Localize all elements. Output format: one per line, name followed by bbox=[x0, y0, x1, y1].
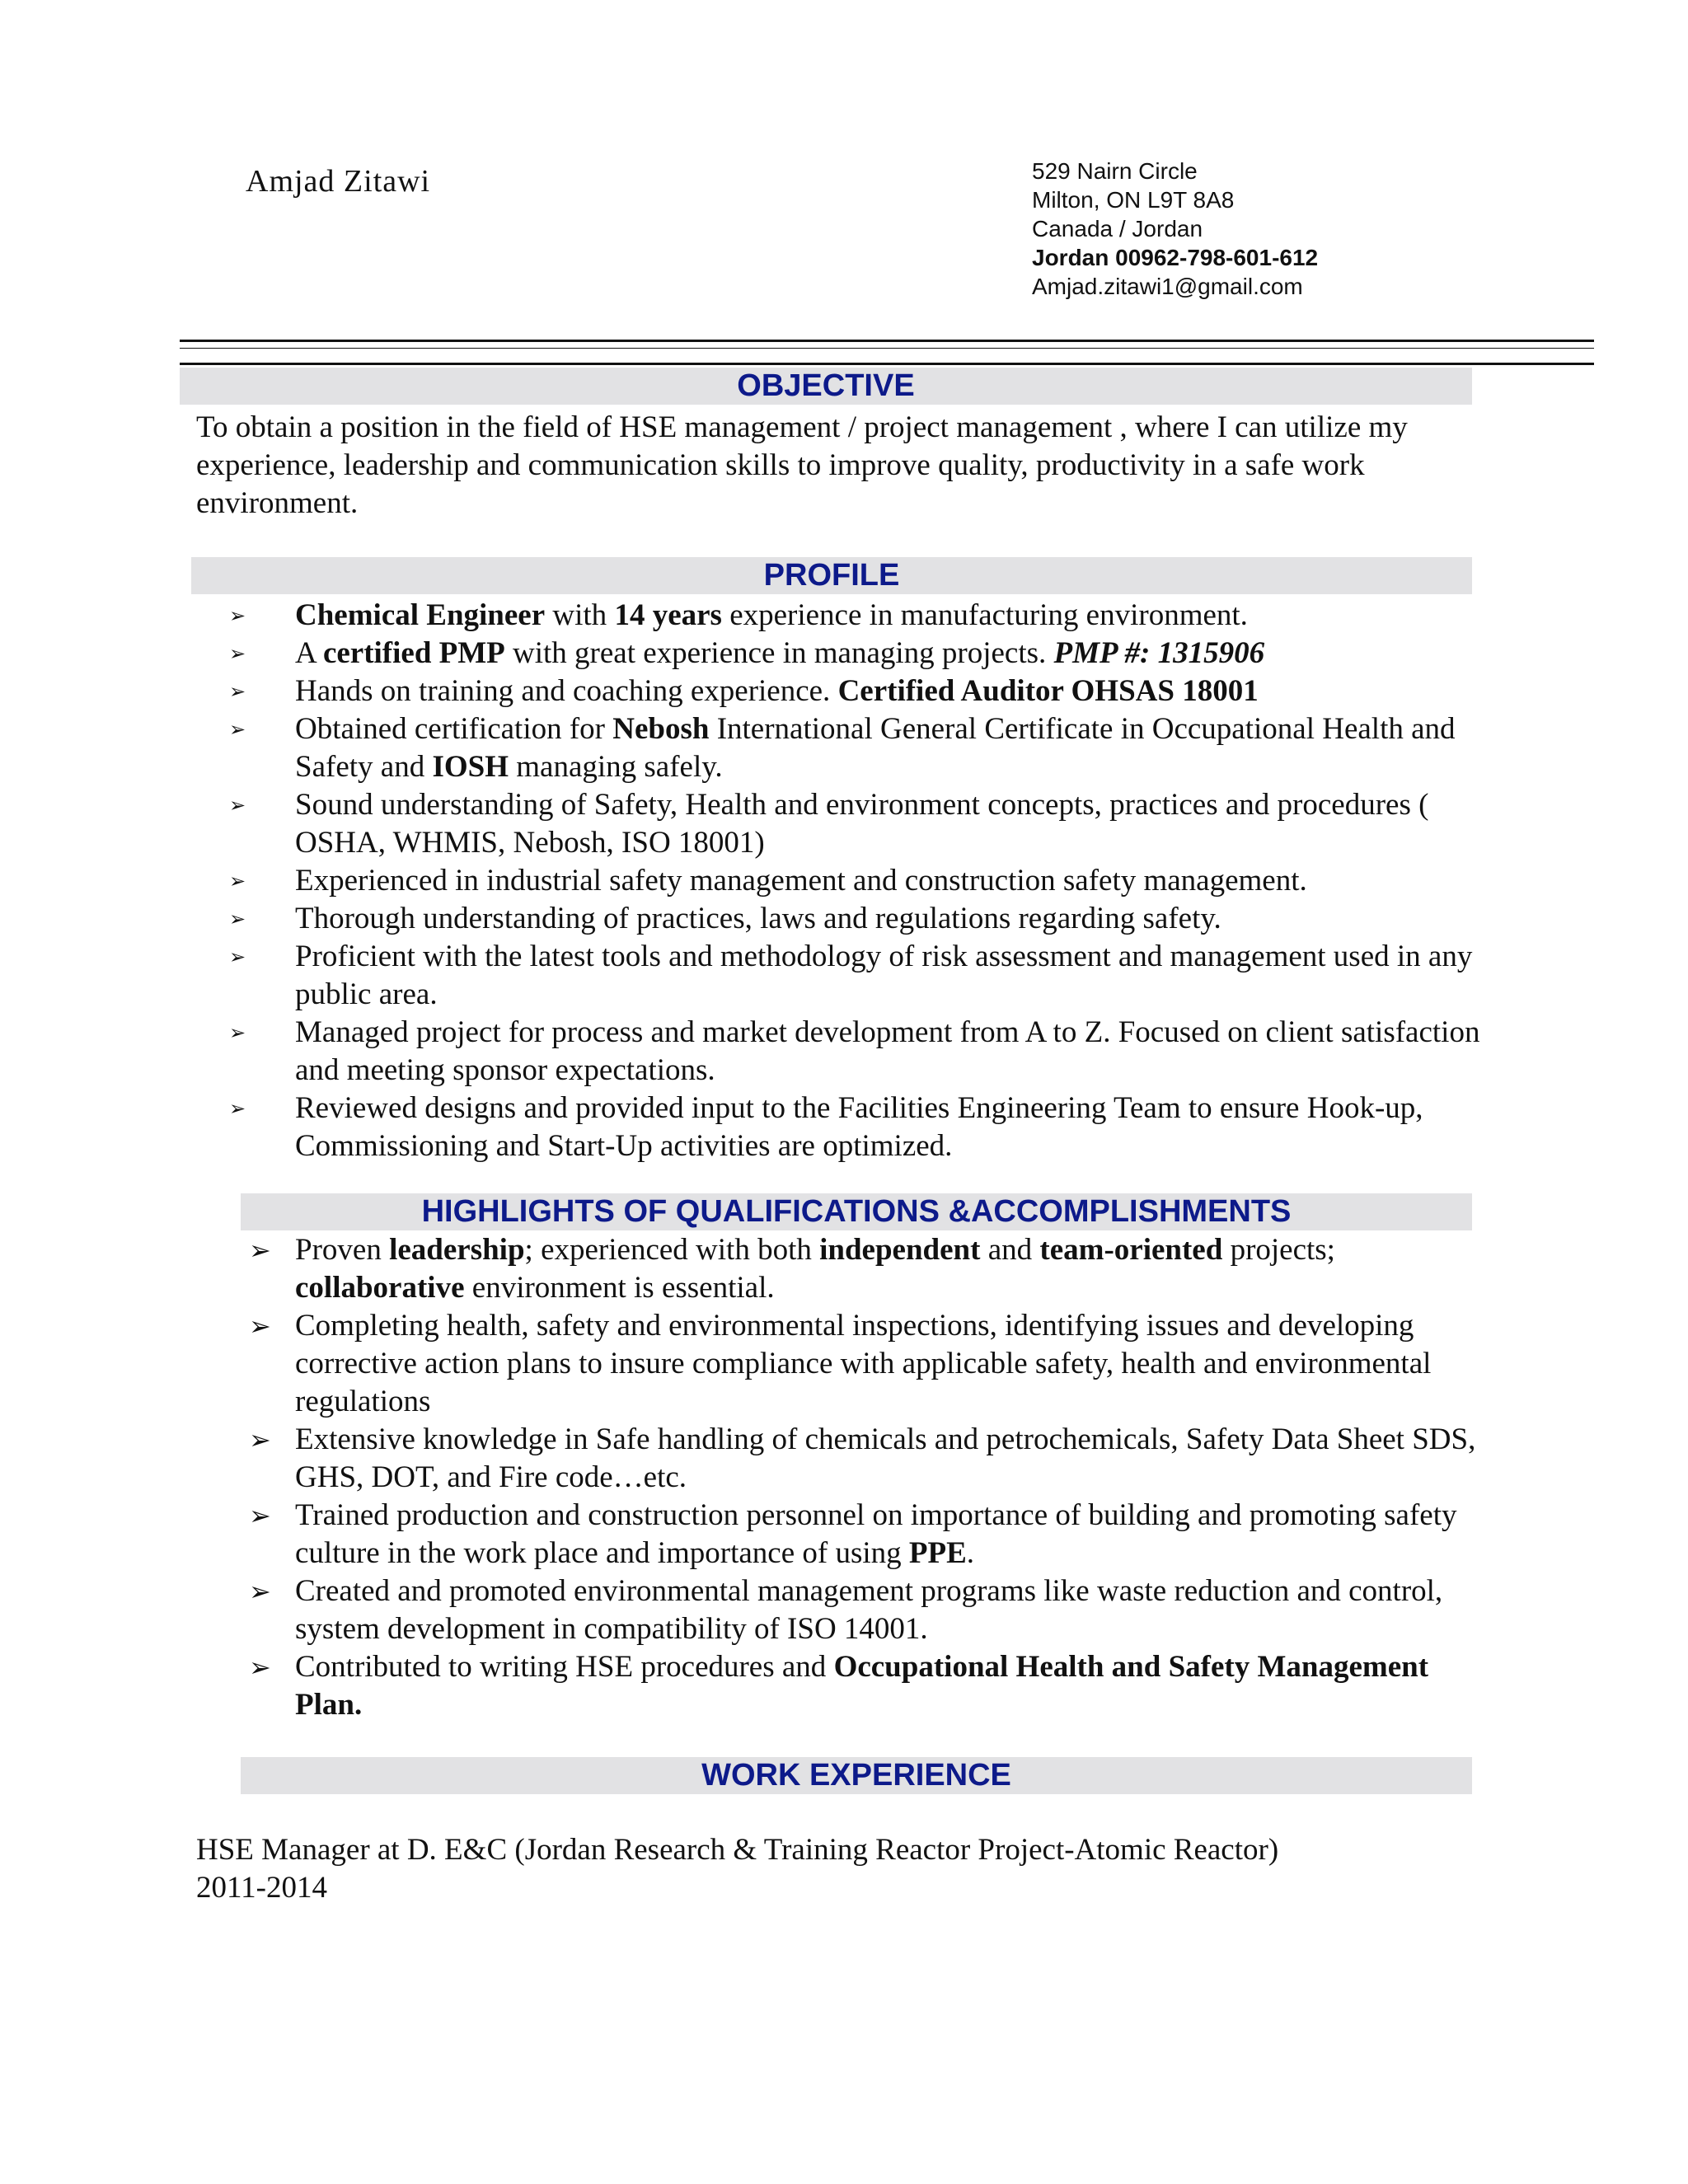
profile-item-4-text-2: International General Certificate in Occupational Health and Safety and bbox=[295, 712, 1456, 784]
list-item bbox=[196, 710, 1490, 786]
profile-item-9-text: Managed project for process and market development from A to Z. Focused on client satisfaction and meeting sponsor expectations. bbox=[295, 1015, 1480, 1087]
profile-item-4-text-1: Obtained certification for bbox=[295, 712, 613, 746]
work-entry bbox=[196, 1831, 1278, 1907]
candidate-name: Amjad Zitawi bbox=[246, 164, 431, 199]
highlights-heading: HIGHLIGHTS OF QUALIFICATIONS &ACCOMPLISHMENTS bbox=[241, 1193, 1472, 1230]
highlight-1-bold-1: leadership bbox=[389, 1233, 525, 1267]
list-item bbox=[196, 597, 1490, 635]
profile-item-3-bold-1: Certified Auditor OHSAS 18001 bbox=[837, 674, 1259, 708]
arrow-bullet-icon: ➢ bbox=[249, 1500, 271, 1531]
profile-list bbox=[196, 597, 1490, 1165]
header-divider-middle bbox=[180, 348, 1594, 349]
profile-item-7-text: Thorough understanding of practices, laws and regulations regarding safety. bbox=[295, 902, 1221, 935]
profile-item-8-text: Proficient with the latest tools and methodology of risk assessment and management used in any public area. bbox=[295, 940, 1473, 1011]
arrow-bullet-icon: ➢ bbox=[229, 907, 246, 930]
arrow-bullet-icon: ➢ bbox=[229, 869, 246, 893]
arrow-bullet-icon: ➢ bbox=[229, 718, 246, 741]
arrow-bullet-icon: ➢ bbox=[229, 604, 246, 627]
highlight-1-bold-4: collaborative bbox=[295, 1271, 465, 1305]
highlight-4-text-2: . bbox=[966, 1536, 975, 1570]
list-item bbox=[196, 1497, 1490, 1572]
list-item bbox=[196, 1307, 1490, 1421]
arrow-bullet-icon: ➢ bbox=[229, 642, 246, 665]
work-years: 2011-2014 bbox=[196, 1871, 327, 1905]
objective-heading: OBJECTIVE bbox=[180, 368, 1472, 405]
highlight-1-bold-2: independent bbox=[819, 1233, 981, 1267]
highlights-list bbox=[196, 1231, 1490, 1724]
list-item bbox=[196, 673, 1490, 710]
list-item bbox=[196, 862, 1490, 900]
list-item bbox=[196, 938, 1490, 1014]
header-divider-bottom bbox=[180, 363, 1594, 365]
highlight-1-text-2: ; experienced with both bbox=[524, 1233, 820, 1267]
profile-item-2-text-1: A bbox=[295, 636, 323, 670]
list-item bbox=[196, 1421, 1490, 1497]
highlight-3-text: Extensive knowledge in Safe handling of chemicals and petrochemicals, Safety Data Sheet SDS, GHS, DOT, and Fire code…etc. bbox=[295, 1422, 1476, 1494]
highlight-6-text-1: Contributed to writing HSE procedures and bbox=[295, 1650, 834, 1684]
profile-item-3-text-1: Hands on training and coaching experience. bbox=[295, 674, 838, 708]
highlight-4-bold-1: PPE bbox=[908, 1536, 967, 1570]
arrow-bullet-icon: ➢ bbox=[249, 1310, 271, 1342]
profile-item-1-text-2: experience in manufacturing environment. bbox=[721, 598, 1248, 632]
profile-item-2-bold-1: certified PMP bbox=[322, 636, 505, 670]
arrow-bullet-icon: ➢ bbox=[229, 680, 246, 703]
address-line-3: Canada / Jordan bbox=[1032, 216, 1203, 241]
highlight-1-text-5: environment is essential. bbox=[464, 1271, 775, 1305]
objective-text: To obtain a position in the field of HSE management / project management , where I can utilize my experience, leadership and communication skills to improve quality, productivity in a safe work environment. bbox=[196, 410, 1408, 520]
highlight-1-text-4: projects; bbox=[1222, 1233, 1335, 1267]
highlight-4-text-1: Trained production and construction personnel on importance of building and promoting safety culture in the work place and importance of using bbox=[295, 1498, 1457, 1570]
profile-item-6-text: Experienced in industrial safety management and construction safety management. bbox=[295, 864, 1307, 898]
profile-item-4-bold-1: Nebosh bbox=[612, 712, 710, 746]
email-address: Amjad.zitawi1@gmail.com bbox=[1032, 274, 1303, 299]
list-item bbox=[196, 900, 1490, 938]
profile-heading: PROFILE bbox=[191, 557, 1472, 594]
header-divider-top bbox=[180, 340, 1594, 342]
highlight-1-text-1: Proven bbox=[295, 1233, 390, 1267]
highlight-1-bold-3: team-oriented bbox=[1039, 1233, 1223, 1267]
address-line-1: 529 Nairn Circle bbox=[1032, 158, 1198, 184]
list-item bbox=[196, 786, 1490, 862]
arrow-bullet-icon: ➢ bbox=[229, 945, 246, 968]
arrow-bullet-icon: ➢ bbox=[229, 1021, 246, 1044]
arrow-bullet-icon: ➢ bbox=[229, 794, 246, 817]
list-item bbox=[196, 1572, 1490, 1648]
profile-item-10-text: Reviewed designs and provided input to the Facilities Engineering Team to ensure Hook-up, Commissioning and Start-Up activities are optimized. bbox=[295, 1091, 1423, 1163]
work-experience-heading: WORK EXPERIENCE bbox=[241, 1757, 1472, 1794]
arrow-bullet-icon: ➢ bbox=[249, 1652, 271, 1683]
arrow-bullet-icon: ➢ bbox=[249, 1576, 271, 1607]
contact-block bbox=[1032, 157, 1318, 301]
profile-item-2-text-2: with great experience in managing projects. bbox=[504, 636, 1054, 670]
arrow-bullet-icon: ➢ bbox=[229, 1097, 246, 1120]
profile-item-5-text: Sound understanding of Safety, Health and environment concepts, practices and procedures ( OSHA, WHMIS, Nebosh, ISO 18001) bbox=[295, 788, 1429, 860]
profile-item-1-bold-2: 14 years bbox=[614, 598, 722, 632]
arrow-bullet-icon: ➢ bbox=[249, 1424, 271, 1455]
work-role: HSE Manager at D. E&C (Jordan Research & Training Reactor Project-Atomic Reactor) bbox=[196, 1833, 1279, 1867]
list-item bbox=[196, 1014, 1490, 1090]
list-item bbox=[196, 1090, 1490, 1165]
list-item bbox=[196, 1231, 1490, 1307]
pmp-number: PMP #: 1315906 bbox=[1053, 636, 1265, 670]
highlight-5-text: Created and promoted environmental management programs like waste reduction and control, system development in compatibility of ISO 14001. bbox=[295, 1574, 1443, 1646]
profile-item-1-text-1: with bbox=[545, 598, 615, 632]
highlight-2-text: Completing health, safety and environmental inspections, identifying issues and developing corrective action plans to insure compliance with applicable safety, health and environmental regulations bbox=[295, 1309, 1432, 1418]
profile-item-1-bold-1: Chemical Engineer bbox=[295, 598, 546, 632]
profile-item-4-bold-2: IOSH bbox=[432, 750, 509, 784]
address-line-2: Milton, ON L9T 8A8 bbox=[1032, 187, 1235, 213]
list-item bbox=[196, 635, 1490, 673]
highlight-6-bold-1: Occupational Health and Safety Management Plan. bbox=[295, 1650, 1429, 1722]
highlight-1-text-3: and bbox=[980, 1233, 1040, 1267]
list-item bbox=[196, 1648, 1490, 1724]
phone-number: Jordan 00962-798-601-612 bbox=[1032, 245, 1319, 270]
arrow-bullet-icon: ➢ bbox=[249, 1235, 271, 1266]
profile-item-4-text-3: managing safely. bbox=[509, 750, 723, 784]
